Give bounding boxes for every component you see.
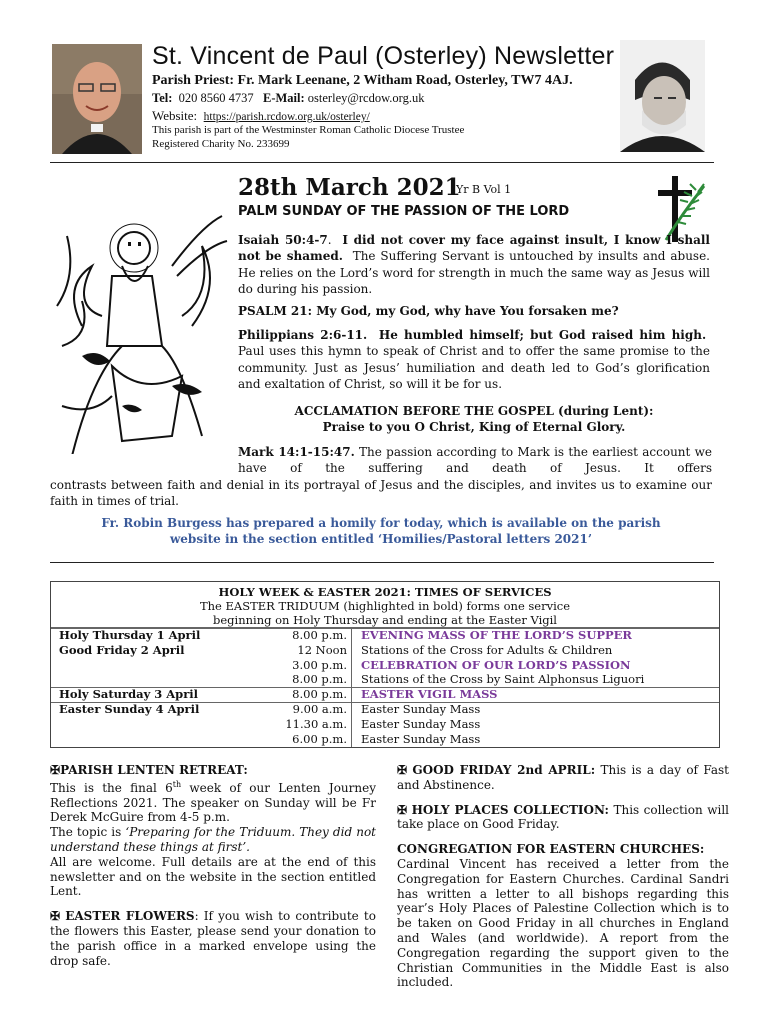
priest-line: Parish Priest: Fr. Mark Leenane, 2 Witham Road, Osterley, TW7 4AJ.	[152, 73, 573, 88]
holy-places-heading: HOLY PLACES COLLECTION:	[411, 802, 609, 817]
issue-date: 28th March 2021	[238, 174, 461, 201]
charity-line: Registered Charity No. 233699	[152, 138, 290, 150]
tel-label: Tel:	[152, 91, 173, 105]
header-divider	[50, 162, 714, 163]
tel-number: 020 8560 4737	[178, 91, 254, 105]
good-friday-notice	[397, 763, 729, 793]
second-reading-ref: Philippians 2:6-11.	[238, 328, 368, 342]
website-line	[152, 108, 370, 124]
second-reading-text: Paul uses this hymn to speak of Christ and to offer the same promise to the community. Just as Jesus’ humiliation and death led to God’s glorification and exaltation of Christ, so will it be for us.	[238, 344, 710, 391]
schedule-time: 3.00 p.m.	[292, 657, 347, 672]
section-divider	[50, 562, 714, 563]
schedule-subtitle-1: The EASTER TRIDUUM (highlighted in bold) forms one service	[199, 599, 571, 613]
retreat-topic-label: The topic is	[50, 825, 126, 840]
retreat-topic: ‘Preparing for the Triduum. They did not understand these things at first’.	[50, 825, 376, 854]
schedule-time: 8.00 p.m.	[292, 687, 347, 702]
schedule-time: 9.00 a.m.	[292, 702, 347, 716]
lenten-retreat	[50, 763, 376, 899]
first-reading-text: The Suffering Servant is untouched by insults and abuse. He relies on the Lord’s word for strength in much the same way as Jesus will do during his passion.	[238, 249, 710, 296]
good-friday-text: This is a day of Fast and Abstinence.	[397, 763, 729, 792]
retreat-text-1b: week of our Lenten Journey Reflections 2021. The speaker on Sunday will be Fr Derek McGuire from 4-5 p.m.	[50, 780, 377, 825]
diocese-line: This parish is part of the Westminster Roman Catholic Diocese Trustee	[152, 124, 465, 136]
cross-icon: ✠	[397, 802, 408, 817]
schedule-time: 8.00 p.m.	[292, 672, 347, 687]
acclamation-heading: ACCLAMATION BEFORE THE GOSPEL (during Lent):	[294, 404, 654, 418]
eastern-churches-text: Cardinal Vincent has received a letter from the Congregation for Eastern Churches. Cardinal Sandri has written a letter to all bishops regarding this year’s Holy Places of Palestine Collection which is to be taken on Good Friday in all churches in England and Wales (and worldwide). A report from the Congregation regarding the support given to the Christian Communities in the Middle East is also included.	[397, 856, 729, 990]
schedule-subtitle-2: beginning on Holy Thursday and ending at the Easter Vigil	[213, 613, 557, 627]
schedule-time: 12 Noon	[297, 642, 347, 657]
schedule-event: EVENING MASS OF THE LORD’S SUPPER	[361, 628, 632, 642]
acclamation-text: Praise to you O Christ, King of Eternal Glory.	[322, 420, 626, 435]
second-reading-quote: He humbled himself; but God raised him high.	[378, 328, 707, 342]
gospel-text-2: contrasts between faith and denial in its portrayal of Jesus and the disciples, and invites us to examine our faith in times of trial.	[50, 477, 712, 508]
gospel-reading	[50, 444, 712, 509]
cross-icon: ✠	[50, 909, 61, 924]
gospel-ref: Mark 14:1-15:47.	[238, 445, 355, 459]
homily-line-1: Fr. Robin Burgess has prepared a homily for today, which is available on the parish	[101, 516, 661, 530]
gospel-acclamation	[238, 403, 710, 436]
flowers-text: : If you wish to contribute to the flowers this Easter, please send your donation to the parish office in a marked envelope using the drop safe.	[50, 909, 376, 968]
schedule-event: Stations of the Cross by Saint Alphonsus Liguori	[361, 672, 645, 687]
first-reading-ref: Isaiah 50:4-7	[238, 233, 328, 247]
schedule-time: 11.30 a.m.	[285, 716, 347, 731]
st-vincent-portrait	[620, 40, 705, 152]
schedule-row-rule	[51, 702, 719, 703]
eastern-churches-heading: CONGREGATION FOR EASTERN CHURCHES:	[397, 842, 705, 857]
homily-notice[interactable]	[50, 515, 712, 547]
good-friday-heading: GOOD FRIDAY 2nd APRIL:	[412, 763, 596, 777]
retreat-welcome: All are welcome. Full details are at the end of this newsletter and on the website in the section entitled Lent.	[50, 854, 376, 899]
contact-line	[152, 91, 425, 106]
schedule-event: Stations of the Cross for Adults & Children	[361, 642, 613, 657]
schedule-row-rule	[51, 687, 719, 688]
first-reading: Isaiah 50:4-7. I did not cover my face against insult, I know I shall not be shamed. The Suffering Servant is untouched by insults and abuse. He relies on the Lord’s word for strength in much the same way as Jesus will do during his passion.	[238, 233, 710, 296]
gospel-text-1: The passion according to Mark is the earliest account we have of the suffering and death of Jesus. It offers	[238, 445, 712, 476]
left-column	[50, 763, 376, 978]
retreat-sup: th	[172, 779, 182, 789]
schedule-time: 6.00 p.m.	[292, 731, 347, 746]
homily-line-2: website in the section entitled ‘Homilies/Pastoral letters 2021’	[169, 532, 593, 546]
website-link[interactable]: https://parish.rcdow.org.uk/osterley/	[203, 111, 370, 123]
schedule-title: HOLY WEEK & EASTER 2021: TIMES OF SERVICES	[218, 585, 552, 599]
second-reading	[238, 327, 710, 392]
schedule-day: Easter Sunday 4 April	[59, 702, 200, 716]
right-column	[397, 763, 729, 990]
schedule-time: 8.00 p.m.	[292, 628, 347, 642]
psalm: PSALM 21: My God, my God, why have You forsaken me?	[238, 304, 619, 318]
retreat-text-1a: This is the final 6	[50, 780, 173, 795]
eastern-churches-notice	[397, 842, 729, 990]
email-label: E-Mail:	[263, 91, 305, 105]
holy-places-text: This collection will take place on Good Friday.	[397, 802, 729, 832]
schedule-day: Holy Thursday 1 April	[59, 628, 201, 642]
schedule-event: Easter Sunday Mass	[361, 702, 481, 716]
year-volume: Yr B Vol 1	[456, 183, 512, 196]
cross-icon: ✠	[397, 763, 408, 777]
schedule-event: Easter Sunday Mass	[361, 716, 481, 731]
cross-icon: ✠	[50, 763, 61, 777]
first-reading-quote: I did not cover my face against insult, I know I shall not be shamed.	[238, 233, 710, 264]
holy-week-schedule-table	[50, 581, 720, 748]
palm-sunday-woodcut-illustration	[52, 206, 232, 454]
schedule-event: Easter Sunday Mass	[361, 731, 481, 746]
website-label: Website:	[152, 108, 198, 123]
sunday-title: PALM SUNDAY OF THE PASSION OF THE LORD	[238, 204, 570, 219]
schedule-event: CELEBRATION OF OUR LORD’S PASSION	[361, 657, 631, 672]
holy-places-notice	[397, 803, 729, 833]
schedule-day: Holy Saturday 3 April	[59, 687, 199, 702]
newsletter-title: St. Vincent de Paul (Osterley) Newsletter	[152, 42, 615, 70]
easter-flowers	[50, 909, 376, 968]
schedule-event: EASTER VIGIL MASS	[361, 687, 498, 702]
schedule-row-rule	[51, 628, 719, 629]
flowers-heading: EASTER FLOWERS	[65, 909, 195, 924]
retreat-heading: PARISH LENTEN RETREAT:	[60, 763, 248, 777]
schedule-day: Good Friday 2 April	[59, 642, 185, 657]
email-address[interactable]: osterley@rcdow.org.uk	[307, 91, 425, 105]
parish-priest-photo	[52, 44, 142, 154]
